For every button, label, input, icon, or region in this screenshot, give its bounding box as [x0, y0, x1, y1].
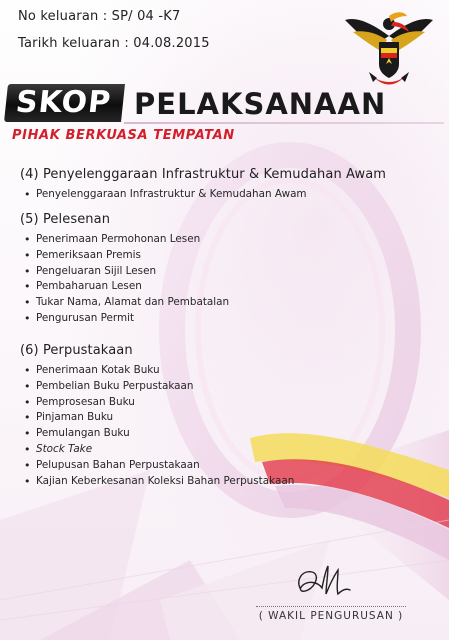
handwritten-signature — [292, 560, 354, 602]
list-item: • Penyelenggaraan Infrastruktur & Kemudahan Awam — [24, 187, 386, 203]
section-heading: (5) Pelesenan — [20, 212, 111, 227]
section-infrastructure — [20, 167, 386, 203]
section-library — [20, 343, 294, 489]
section-list — [20, 232, 229, 327]
title-word-pelaksanaan: PELAKSANAAN — [134, 87, 387, 121]
section-list — [20, 363, 294, 489]
section-licensing — [20, 212, 229, 327]
list-item: • Penerimaan Kotak Buku — [24, 363, 294, 379]
signature-line — [256, 606, 406, 607]
signature-label: ( WAKIL PENGURUSAN ) — [258, 610, 404, 622]
list-item: • Pembaharuan Lesen — [24, 279, 229, 295]
sarawak-hornbill-crest-icon — [343, 6, 435, 86]
issue-date: Tarikh keluaran : 04.08.2015 — [18, 36, 210, 51]
title-underline — [124, 122, 444, 124]
list-item: • Pengeluaran Sijil Lesen — [24, 264, 229, 280]
title-word-skop: SKOP — [4, 84, 125, 122]
list-item: • Tukar Nama, Alamat dan Pembatalan — [24, 295, 229, 311]
list-item: • Pengurusan Permit — [24, 311, 229, 327]
list-item: • Pelupusan Bahan Perpustakaan — [24, 458, 294, 474]
signature-block — [256, 560, 406, 624]
issue-number: No keluaran : SP/ 04 -K7 — [18, 9, 181, 24]
list-item: • Pemprosesan Buku — [24, 395, 294, 411]
list-item: • Pinjaman Buku — [24, 410, 294, 426]
list-item: • Penerimaan Permohonan Lesen — [24, 232, 229, 248]
list-item: • Kajian Keberkesanan Koleksi Bahan Perpustakaan — [24, 474, 294, 490]
section-list — [20, 187, 386, 203]
section-heading: (6) Perpustakaan — [20, 343, 133, 358]
page-subtitle: PIHAK BERKUASA TEMPATAN — [12, 128, 235, 143]
list-item: • Pemulangan Buku — [24, 426, 294, 442]
list-item: • Pemeriksaan Premis — [24, 248, 229, 264]
list-item: • Pembelian Buku Perpustakaan — [24, 379, 294, 395]
list-item: • Stock Take — [24, 442, 294, 458]
page-title — [6, 82, 446, 126]
section-heading: (4) Penyelenggaraan Infrastruktur & Kemudahan Awam — [20, 167, 387, 182]
